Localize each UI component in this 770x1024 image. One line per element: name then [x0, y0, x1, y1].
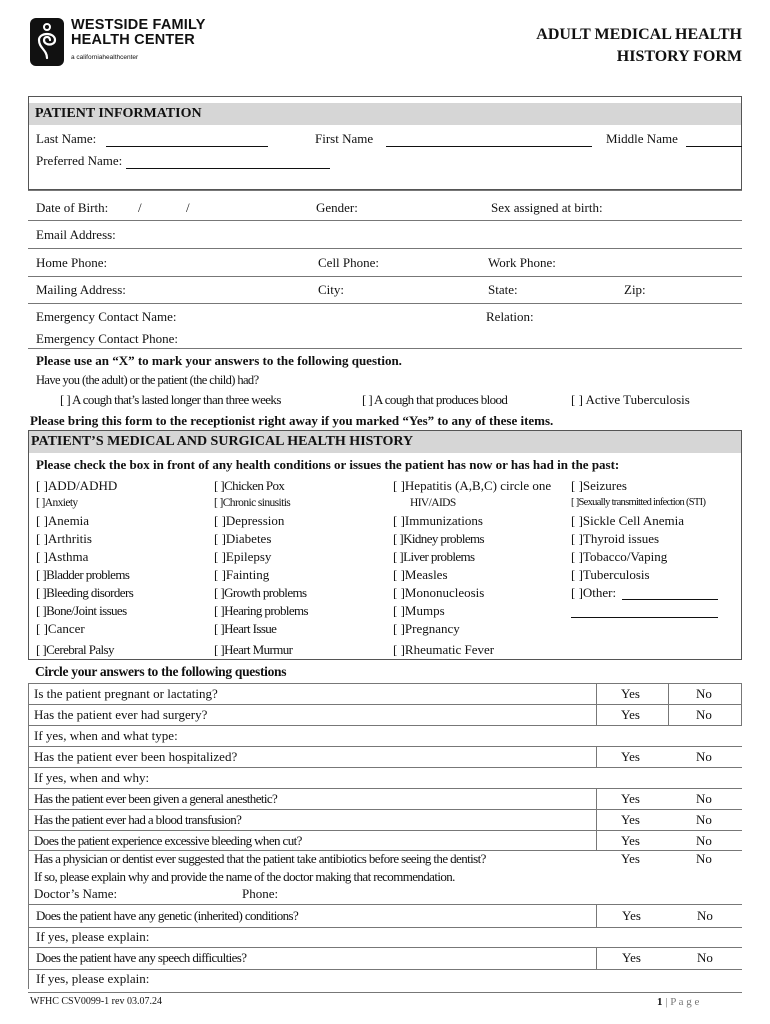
- dob-separator: /: [138, 200, 142, 215]
- state-label: State:: [488, 282, 518, 297]
- yes-option[interactable]: Yes: [621, 833, 640, 848]
- page-label: | P a g e: [665, 996, 700, 1008]
- question-surgery: Has the patient ever had surgery?: [34, 707, 208, 722]
- yes-option[interactable]: Yes: [621, 707, 640, 722]
- no-option[interactable]: No: [696, 812, 712, 827]
- no-option[interactable]: No: [696, 686, 712, 701]
- mailing-address-label: Mailing Address:: [36, 282, 126, 297]
- condition-item[interactable]: [ ]Bladder problems: [36, 567, 130, 582]
- email-label: Email Address:: [36, 227, 116, 242]
- page-number: 1: [657, 996, 663, 1008]
- form-code: WFHC CSV0099-1 rev 03.07.24: [30, 996, 162, 1007]
- yes-option[interactable]: Yes: [621, 851, 640, 866]
- condition-item[interactable]: [ ]Arthritis: [36, 531, 92, 546]
- no-option[interactable]: No: [697, 908, 713, 923]
- gender-label: Gender:: [316, 200, 358, 215]
- relation-label: Relation:: [486, 309, 534, 324]
- preferred-name-label: Preferred Name:: [36, 153, 123, 168]
- condition-item[interactable]: [ ]Anemia: [36, 513, 90, 528]
- no-option[interactable]: No: [696, 833, 712, 848]
- condition-item[interactable]: [ ]Thyroid issues: [571, 531, 660, 546]
- no-option[interactable]: No: [696, 707, 712, 722]
- condition-item[interactable]: [ ]Heart Issue: [214, 621, 277, 636]
- condition-item[interactable]: [ ]Fainting: [214, 567, 270, 582]
- other-condition-field[interactable]: [622, 599, 718, 600]
- condition-item[interactable]: [ ]Mumps: [393, 603, 445, 618]
- form-title-line1: ADULT MEDICAL HEALTH: [536, 26, 742, 43]
- condition-item[interactable]: [ ]Heart Murmur: [214, 642, 293, 657]
- tb-question: Have you (the adult) or the patient (the child) had?: [36, 373, 259, 387]
- question-antibiotics: Has a physician or dentist ever suggested that the patient take antibiotics before seeing the dentist?: [34, 851, 486, 866]
- condition-item[interactable]: [ ]Anxiety: [36, 497, 78, 509]
- condition-item[interactable]: [ ]Measles: [393, 567, 448, 582]
- question-genetic: Does the patient have any genetic (inherited) conditions?: [36, 908, 299, 923]
- question-bleeding: Does the patient experience excessive bleeding when cut?: [34, 833, 302, 848]
- yes-option[interactable]: Yes: [621, 791, 640, 806]
- condition-item[interactable]: [ ]ADD/ADHD: [36, 478, 118, 493]
- dob-label: Date of Birth:: [36, 200, 109, 215]
- surgery-followup: If yes, when and what type:: [34, 728, 178, 743]
- no-option[interactable]: No: [696, 749, 712, 764]
- last-name-label: Last Name:: [36, 131, 97, 146]
- emergency-name-label: Emergency Contact Name:: [36, 309, 177, 324]
- sex-at-birth-label: Sex assigned at birth:: [491, 200, 603, 215]
- question-transfusion: Has the patient ever had a blood transfusion?: [34, 812, 242, 827]
- condition-item[interactable]: [ ]Tuberculosis: [571, 567, 650, 582]
- condition-item[interactable]: [ ]Hearing problems: [214, 603, 309, 618]
- speech-followup: If yes, please explain:: [36, 971, 150, 986]
- no-option[interactable]: No: [696, 791, 712, 806]
- question-anesthetic: Has the patient ever been given a general anesthetic?: [34, 791, 278, 806]
- form-title: [536, 24, 742, 68]
- tb-notice: Please bring this form to the receptionist right away if you marked “Yes” to any of these items.: [30, 413, 554, 428]
- condition-item[interactable]: [ ]Diabetes: [214, 531, 272, 546]
- no-option[interactable]: No: [696, 851, 712, 866]
- first-name-field[interactable]: [386, 146, 592, 147]
- genetic-followup: If yes, please explain:: [36, 929, 150, 944]
- condition-item[interactable]: [ ]Asthma: [36, 549, 89, 564]
- no-option[interactable]: No: [697, 950, 713, 965]
- condition-item[interactable]: [ ]Rheumatic Fever: [393, 642, 495, 657]
- home-phone-label: Home Phone:: [36, 255, 108, 270]
- first-name-label: First Name: [315, 131, 374, 146]
- preferred-name-field[interactable]: [126, 168, 330, 169]
- emergency-phone-label: Emergency Contact Phone:: [36, 331, 179, 346]
- doctor-name-label: Doctor’s Name:: [34, 886, 118, 901]
- question-pregnant: Is the patient pregnant or lactating?: [34, 686, 218, 701]
- condition-item[interactable]: [ ]Seizures: [571, 478, 627, 493]
- yes-option[interactable]: Yes: [622, 950, 641, 965]
- history-instruction: Please check the box in front of any health conditions or issues the patient has now or has had in the past:: [36, 457, 620, 472]
- questions-heading: Circle your answers to the following questions: [35, 664, 287, 679]
- last-name-field[interactable]: [106, 146, 268, 147]
- condition-item[interactable]: [ ]Depression: [214, 513, 285, 528]
- question-speech: Does the patient have any speech difficulties?: [36, 950, 247, 965]
- condition-item[interactable]: [ ]Chicken Pox: [214, 478, 285, 493]
- dob-separator: /: [186, 200, 190, 215]
- work-phone-label: Work Phone:: [488, 255, 556, 270]
- org-tagline: a californiahealthcenter: [71, 54, 139, 61]
- condition-item[interactable]: [ ]Hepatitis (A,B,C) circle one: [393, 478, 552, 493]
- condition-item[interactable]: [ ]Mononucleosis: [393, 585, 485, 600]
- condition-item[interactable]: [ ]Bone/Joint issues: [36, 603, 127, 618]
- yes-option[interactable]: Yes: [621, 749, 640, 764]
- zip-label: Zip:: [624, 282, 646, 297]
- history-heading: PATIENT’S MEDICAL AND SURGICAL HEALTH HISTORY: [29, 431, 741, 453]
- yes-option[interactable]: Yes: [622, 908, 641, 923]
- form-title-line2: HISTORY FORM: [616, 48, 742, 65]
- yes-option[interactable]: Yes: [621, 686, 640, 701]
- doctor-phone-label: Phone:: [242, 886, 279, 901]
- condition-item[interactable]: [ ]Sickle Cell Anemia: [571, 513, 685, 528]
- tb-instruction: Please use an “X” to mark your answers to the following question.: [36, 353, 402, 368]
- patient-info-heading: PATIENT INFORMATION: [29, 103, 741, 125]
- yes-option[interactable]: Yes: [621, 812, 640, 827]
- condition-item[interactable]: [ ]Growth problems: [214, 585, 307, 600]
- condition-item[interactable]: [ ]Other:: [571, 585, 617, 600]
- tb-option-long-cough[interactable]: [ ] A cough that’s lasted longer than three weeks: [60, 392, 281, 407]
- other-condition-field-2[interactable]: [571, 617, 718, 618]
- antibiotics-followup: If so, please explain why and provide the name of the doctor making that recommendation.: [34, 869, 455, 884]
- condition-item[interactable]: [ ]Bleeding disorders: [36, 585, 134, 600]
- condition-item[interactable]: [ ]Cerebral Palsy: [36, 642, 114, 657]
- tb-option-active-tb[interactable]: [ ] Active Tuberculosis: [571, 392, 690, 407]
- hospitalized-followup: If yes, when and why:: [34, 770, 150, 785]
- middle-name-label: Middle Name: [606, 131, 678, 146]
- spiral-logo-icon: [30, 18, 64, 66]
- condition-item[interactable]: [ ]Pregnancy: [393, 621, 460, 636]
- condition-item[interactable]: [ ]Liver problems: [393, 549, 475, 564]
- org-name-line2: HEALTH CENTER: [71, 32, 195, 48]
- condition-item[interactable]: [ ]Sexually transmitted infection (STI): [571, 497, 706, 508]
- city-label: City:: [318, 282, 345, 297]
- cell-phone-label: Cell Phone:: [318, 255, 380, 270]
- condition-item[interactable]: [ ]Epilepsy: [214, 549, 272, 564]
- page-indicator: [657, 996, 699, 1008]
- middle-name-field[interactable]: [686, 146, 742, 147]
- condition-item[interactable]: [ ]Immunizations: [393, 513, 483, 528]
- org-name-line1: WESTSIDE FAMILY: [71, 17, 206, 33]
- condition-item[interactable]: [ ]Kidney problems: [393, 531, 485, 546]
- condition-item[interactable]: [ ]Cancer: [36, 621, 85, 636]
- org-logo: [30, 18, 206, 66]
- condition-item: HIV/AIDS: [410, 497, 456, 509]
- question-hospitalized: Has the patient ever been hospitalized?: [34, 749, 238, 764]
- tb-option-blood-cough[interactable]: [ ] A cough that produces blood: [362, 392, 508, 407]
- condition-item[interactable]: [ ]Tobacco/Vaping: [571, 549, 668, 564]
- condition-item[interactable]: [ ]Chronic sinusitis: [214, 497, 291, 509]
